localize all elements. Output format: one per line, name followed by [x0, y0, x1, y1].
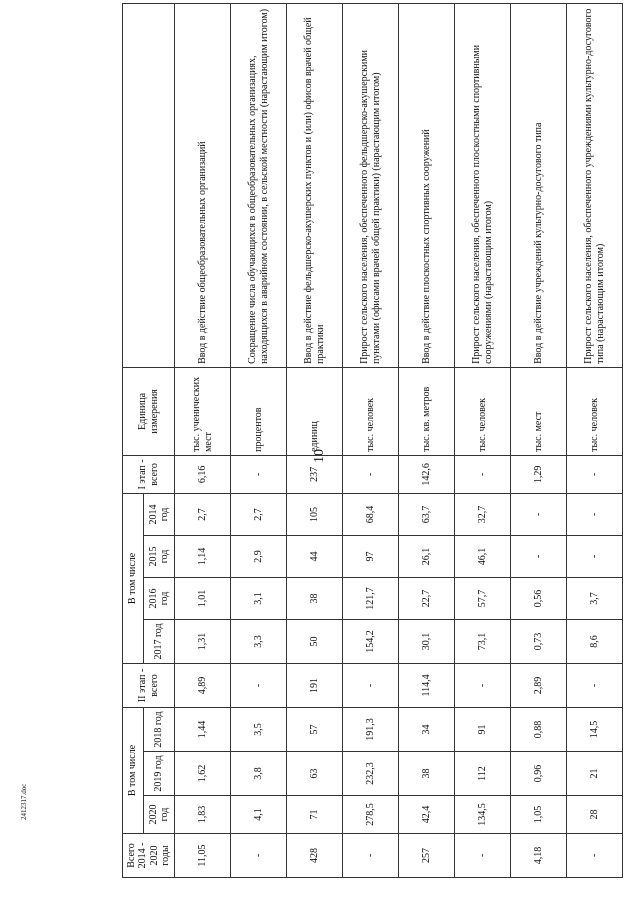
table-row — [287, 3, 343, 877]
value-cell: 2,9 — [231, 535, 287, 577]
grand-total-header: Всего 2014 - 2020 годы — [123, 834, 175, 878]
value-cell: 42,4 — [399, 796, 455, 834]
indicator-cell: Ввод в действие фельдшерско-акушерских пунктов и (или) офисов врачей общей практики — [287, 3, 343, 367]
indicator-cell: Ввод в действие общеобразовательных организаций — [175, 3, 231, 367]
unit-cell: тыс. человек — [343, 367, 399, 455]
year-header-2020: 2020 год — [144, 796, 175, 834]
table-row — [399, 3, 455, 877]
unit-cell: тыс. человек — [567, 367, 623, 455]
value-cell: 1,01 — [175, 577, 231, 619]
value-cell: 3,1 — [231, 577, 287, 619]
stage2-total-header: II этап - всего — [123, 663, 175, 707]
value-cell: 0,73 — [511, 619, 567, 663]
value-cell: 46,1 — [455, 535, 511, 577]
value-cell: 121,7 — [343, 577, 399, 619]
value-cell: 3,7 — [567, 577, 623, 619]
value-cell: 32,7 — [455, 493, 511, 535]
value-cell: 8,6 — [567, 619, 623, 663]
value-cell: - — [455, 834, 511, 878]
value-cell: 6,16 — [175, 455, 231, 493]
value-cell: 91 — [455, 707, 511, 751]
year-header-2018: 2018 год — [144, 707, 175, 751]
table-row — [511, 3, 567, 877]
value-cell: 1,44 — [175, 707, 231, 751]
value-cell: 34 — [399, 707, 455, 751]
value-cell: 0,88 — [511, 707, 567, 751]
value-cell: - — [343, 663, 399, 707]
value-cell: 2,7 — [175, 493, 231, 535]
year-header-2017: 2017 год — [144, 619, 175, 663]
stage1-total-header: I этап - всего — [123, 455, 175, 493]
value-cell: 14,5 — [567, 707, 623, 751]
value-cell: - — [567, 535, 623, 577]
value-cell: 278,5 — [343, 796, 399, 834]
value-cell: 22,7 — [399, 577, 455, 619]
value-cell: 4,1 — [231, 796, 287, 834]
indicator-cell: Прирост сельского населения, обеспеченного плоскостными спортивными сооружениями (нарастающим итогом) — [455, 3, 511, 367]
year-header-2016: 2016 год — [144, 577, 175, 619]
unit-cell: тыс. мест — [511, 367, 567, 455]
document-footer: 2412317.doc — [20, 783, 28, 820]
value-cell: 257 — [399, 834, 455, 878]
indicator-cell: Ввод в действие плоскостных спортивных сооружений — [399, 3, 455, 367]
value-cell: 112 — [455, 752, 511, 796]
value-cell: 4,89 — [175, 663, 231, 707]
unit-header: Единица измерения — [123, 367, 175, 455]
incl2-header: В том числе — [123, 707, 144, 833]
indicator-cell: Прирост сельского населения, обеспеченного фельдшерско-акушерскими пунктами (офисами врачей общей практики) (нарастающим итогом) — [343, 3, 399, 367]
value-cell: 2,7 — [231, 493, 287, 535]
value-cell: 97 — [343, 535, 399, 577]
year-header-2019: 2019 год — [144, 752, 175, 796]
indicator-cell: Ввод в действие учреждений культурно-досугового типа — [511, 3, 567, 367]
value-cell: - — [343, 834, 399, 878]
value-cell: - — [567, 663, 623, 707]
table-row — [567, 3, 623, 877]
value-cell: - — [567, 493, 623, 535]
value-cell: 21 — [567, 752, 623, 796]
value-cell: 142,6 — [399, 455, 455, 493]
value-cell: 1,83 — [175, 796, 231, 834]
unit-cell: тыс. кв. метров — [399, 367, 455, 455]
value-cell: 3,5 — [231, 707, 287, 751]
value-cell: 11,05 — [175, 834, 231, 878]
table-row — [455, 3, 511, 877]
value-cell: - — [455, 663, 511, 707]
value-cell: 1,29 — [511, 455, 567, 493]
indicator-header — [123, 3, 175, 367]
value-cell: 134,5 — [455, 796, 511, 834]
table-body — [175, 3, 623, 877]
value-cell: 26,1 — [399, 535, 455, 577]
value-cell: 71 — [287, 796, 343, 834]
value-cell: 428 — [287, 834, 343, 878]
value-cell: 63 — [287, 752, 343, 796]
value-cell: 1,05 — [511, 796, 567, 834]
value-cell: 63,7 — [399, 493, 455, 535]
table-row — [231, 3, 287, 877]
value-cell: 3,8 — [231, 752, 287, 796]
value-cell: - — [231, 455, 287, 493]
page-number: 10 — [312, 449, 327, 463]
value-cell: 38 — [287, 577, 343, 619]
value-cell: 4,18 — [511, 834, 567, 878]
unit-cell: процентов — [231, 367, 287, 455]
value-cell: - — [567, 834, 623, 878]
unit-cell: тыс. человек — [455, 367, 511, 455]
value-cell: 30,1 — [399, 619, 455, 663]
value-cell: 0,56 — [511, 577, 567, 619]
value-cell: - — [343, 455, 399, 493]
header-row — [123, 3, 144, 877]
year-header-2015: 2015 год — [144, 535, 175, 577]
rotated-table-container — [122, 8, 608, 878]
value-cell: - — [511, 535, 567, 577]
incl1-header: В том числе — [123, 493, 144, 663]
value-cell: - — [511, 493, 567, 535]
value-cell: 0,96 — [511, 752, 567, 796]
value-cell: 73,1 — [455, 619, 511, 663]
value-cell: 154,2 — [343, 619, 399, 663]
value-cell: 28 — [567, 796, 623, 834]
value-cell: 44 — [287, 535, 343, 577]
value-cell: 191 — [287, 663, 343, 707]
indicator-table — [122, 3, 623, 878]
value-cell: 191,3 — [343, 707, 399, 751]
value-cell: - — [567, 455, 623, 493]
value-cell: 1,14 — [175, 535, 231, 577]
value-cell: 114,4 — [399, 663, 455, 707]
value-cell: - — [231, 834, 287, 878]
value-cell: - — [455, 455, 511, 493]
indicator-cell: Прирост сельского населения, обеспеченного учреждениями культурно-досугового типа (нарастающим итогом) — [567, 3, 623, 367]
value-cell: 38 — [399, 752, 455, 796]
value-cell: 1,62 — [175, 752, 231, 796]
table-row — [175, 3, 231, 877]
value-cell: - — [231, 663, 287, 707]
value-cell: 237 — [287, 455, 343, 493]
unit-cell: тыс. ученических мест — [175, 367, 231, 455]
value-cell: 2,89 — [511, 663, 567, 707]
value-cell: 232,3 — [343, 752, 399, 796]
value-cell: 57 — [287, 707, 343, 751]
value-cell: 105 — [287, 493, 343, 535]
value-cell: 50 — [287, 619, 343, 663]
unit-cell: единиц — [287, 367, 343, 455]
value-cell: 57,7 — [455, 577, 511, 619]
table-row — [343, 3, 399, 877]
value-cell: 68,4 — [343, 493, 399, 535]
value-cell: 3,3 — [231, 619, 287, 663]
year-header-2014: 2014 год — [144, 493, 175, 535]
indicator-cell: Сокращение числа обучающихся в общеобразовательных организациях, находящихся в аварийном состоянии, в сельской местности (нарастающим итогом) — [231, 3, 287, 367]
value-cell: 1,31 — [175, 619, 231, 663]
